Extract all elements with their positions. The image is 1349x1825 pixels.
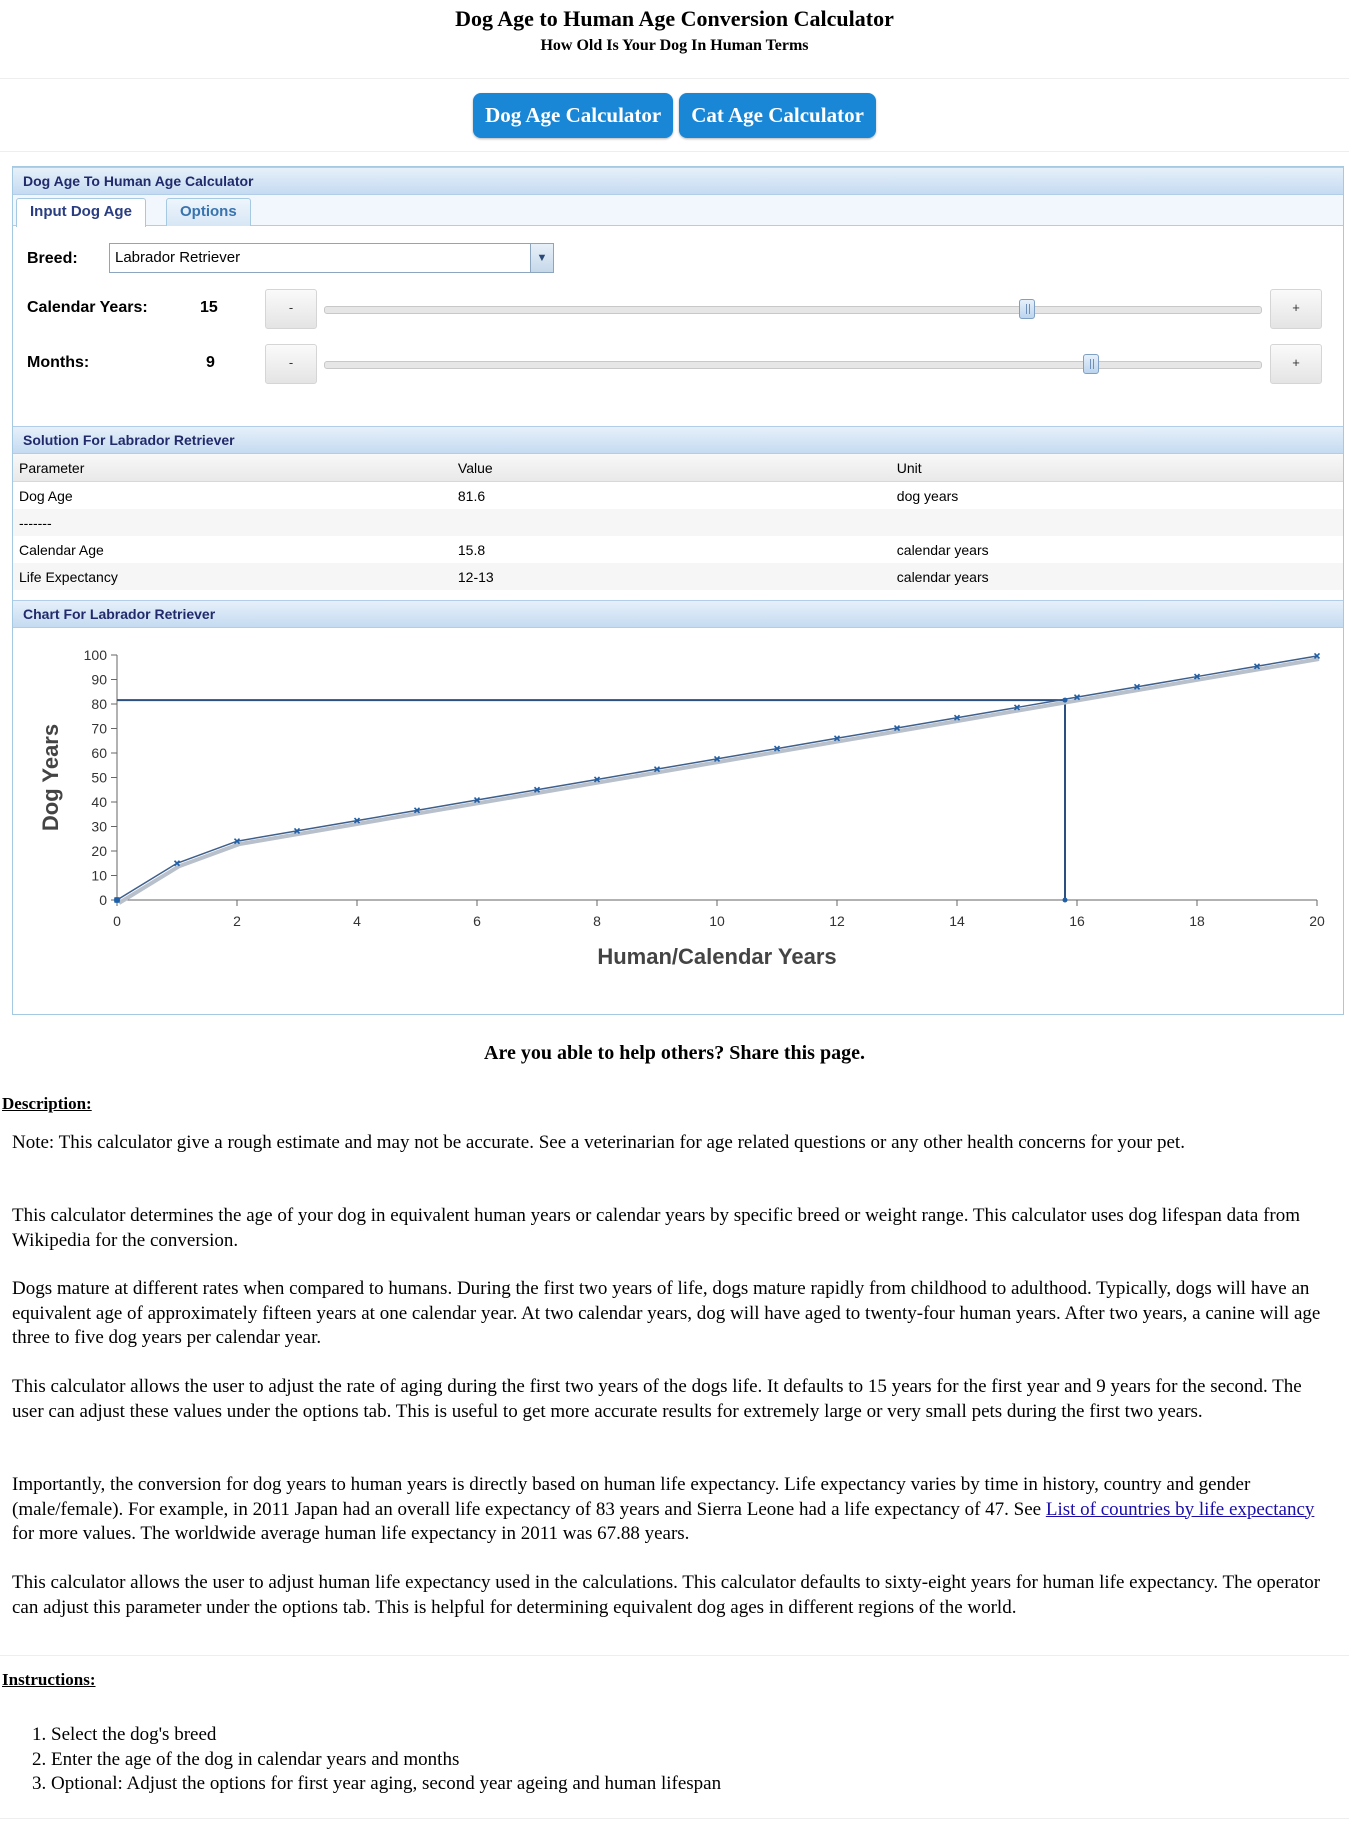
dog-age-chart [13,628,1341,986]
x-tick-label: 12 [829,913,845,929]
description-paragraph: Dogs mature at different rates when compared to humans. During the first two years of life, dogs mature rapidly from childhood to adulthood. Typically, dogs will have an equivalent age of approximately fifteen years at one calendar year. At two calendar years, dog will have aged to twenty-four human years. After two years, a canine will age three to five dog years per calendar year. [12,1278,1321,1348]
x-tick-label: 4 [353,913,361,929]
y-tick-label: 80 [91,696,107,712]
y-tick-label: 70 [91,720,107,737]
chevron-down-icon[interactable]: ▼ [530,244,553,272]
calculator-panel [12,166,1344,1015]
table-cell: Calendar Age [19,541,104,558]
x-tick-label: 8 [593,913,601,929]
x-tick-label: 18 [1189,913,1205,929]
table-header-row [13,454,1343,482]
list-item: 2. Enter the age of the dog in calendar years and months [51,1748,721,1773]
divider [0,1818,1349,1819]
share-prompt: Are you able to help others? Share this page. [484,1042,865,1064]
y-axis-label: Dog Years [38,723,63,832]
calculator-title: Dog Age To Human Age Calculator [13,167,1343,195]
life-expectancy-link[interactable]: List of countries by life expectancy [1045,1498,1315,1520]
y-tick-label: 60 [91,745,107,761]
years-slider-track[interactable] [324,306,1262,314]
column-header: Parameter [13,454,452,482]
y-tick-label: 40 [91,794,107,810]
y-tick-label: 0 [99,892,107,908]
calendar-years-value: 15 [200,299,218,316]
tab-bar [13,195,1343,226]
x-axis-label: Human/Calendar Years [597,944,837,969]
table-cell: Life Expectancy [13,563,452,590]
chart-area [13,628,1343,988]
page-header [0,0,1349,79]
table-row [13,563,1343,590]
instructions-list [14,1723,721,1797]
breed-select-value: Labrador Retriever [115,249,241,266]
table-cell: 15.8 [457,541,486,558]
breed-select[interactable] [109,243,554,273]
months-slider-handle[interactable] [1083,354,1099,374]
x-tick-label: 2 [233,913,241,929]
description-paragraph: This calculator determines the age of your dog in equivalent human years or calendar years by specific breed or weight range. This calculator uses dog lifespan data from Wikipedia for the conversion. [12,1205,1301,1251]
instructions-title: Instructions: [2,1670,96,1689]
marker-point [1063,898,1068,903]
solution-table [13,454,1343,590]
origin-point [114,897,120,903]
table-cell: calendar years [896,541,989,558]
page-title: Dog Age to Human Age Conversion Calculator [455,6,894,31]
divider [0,1655,1349,1656]
years-decrement-button[interactable]: - [265,289,317,329]
solution-title: Solution For Labrador Retriever [13,426,1343,454]
cat-age-calculator-button[interactable]: Cat Age Calculator [679,93,876,138]
dog-age-calculator-button[interactable]: Dog Age Calculator [473,93,673,138]
years-increment-button[interactable]: + [1270,289,1322,329]
description-paragraph [12,1473,1337,1547]
list-item: 3. Optional: Adjust the options for first year aging, second year ageing and human lifespan [51,1772,721,1797]
column-header: Unit [891,454,1343,482]
table-cell: calendar years [891,563,1343,590]
tab-input-dog-age[interactable]: Input Dog Age [16,198,146,227]
description-paragraph: This calculator allows the user to adjust human life expectancy used in the calculations. This calculator defaults to sixty-eight years for human life expectancy. The operator can adjust this parameter under the options tab. This is helpful for determining equivalent dog ages in different regions of the world. [12,1572,1321,1618]
tab-options[interactable]: Options [166,198,251,226]
months-value: 9 [206,354,215,371]
input-pane [13,226,1343,426]
y-tick-label: 30 [91,818,107,835]
y-tick-label: 20 [91,843,107,859]
months-label: Months: [27,354,90,371]
table-row [13,482,1343,510]
description-paragraph: This calculator allows the user to adjust the rate of aging during the first two years of the dogs life. It defaults to 15 years for the first year and 9 years for the second. The user can adjust these values under the options tab. This is useful to get more accurate results for extremely large or very small pets during the first two years. [12,1376,1302,1422]
page-subtitle: How Old Is Your Dog In Human Terms [540,37,809,54]
spacer [13,590,1343,600]
months-increment-button[interactable]: + [1270,344,1322,384]
calendar-years-label: Calendar Years: [27,299,148,316]
description-title: Description: [2,1094,92,1113]
description-paragraph: Note: This calculator give a rough estimate and may not be accurate. See a veterinarian for age related questions or any other health concerns for your pet. [12,1132,1185,1153]
table-cell: ------- [13,509,452,536]
series-line [117,656,1317,900]
table-cell [891,509,1343,536]
chart-title: Chart For Labrador Retriever [13,600,1343,628]
x-tick-label: 16 [1069,913,1085,929]
table-row [13,509,1343,536]
y-tick-label: 50 [91,769,107,786]
table-cell: Dog Age [19,487,73,504]
months-decrement-button[interactable]: - [265,344,317,384]
months-slider-track[interactable] [324,361,1262,369]
x-tick-label: 14 [949,913,965,929]
calculator-nav [0,93,1349,138]
x-tick-label: 0 [113,913,121,929]
marker-point [1063,698,1068,703]
y-tick-label: 90 [91,671,107,688]
column-header: Value [452,454,891,482]
y-tick-label: 10 [91,867,107,884]
x-tick-label: 20 [1309,913,1325,929]
series-line-shadow [119,659,1319,903]
x-tick-label: 10 [709,913,725,929]
table-cell: 81.6 [457,487,486,504]
y-tick-label: 100 [83,647,107,663]
paragraph-text: Importantly, the conversion for dog years to human years is directly based on human life expectancy. Life expectancy varies by time in history, country and gender (male/female). For example, in 2011 Japan had an overall life expectancy of 83 years and Sierra Leone had a life expectancy of 47. See [12,1474,1251,1520]
years-slider-handle[interactable] [1019,299,1035,319]
breed-label: Breed: [27,250,78,267]
list-item: 1. Select the dog's breed [51,1723,721,1748]
table-cell: 12-13 [452,563,891,590]
table-cell [452,509,891,536]
x-tick-label: 6 [473,913,481,929]
paragraph-text: for more values. The worldwide average human life expectancy in 2011 was 67.88 years. [12,1523,690,1544]
divider [0,151,1349,152]
table-row [13,536,1343,563]
table-cell: dog years [896,487,959,504]
